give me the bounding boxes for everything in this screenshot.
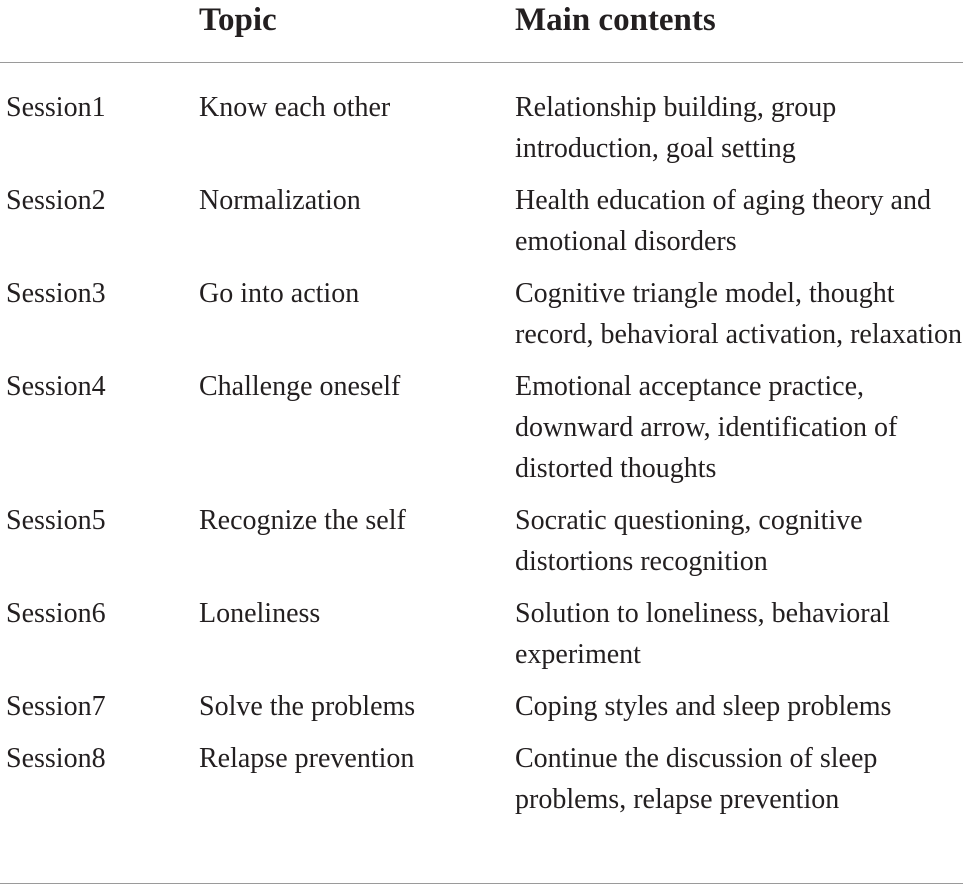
session-cell: Session3 [6,278,106,309]
table-row [0,738,968,820]
session-cell: Session7 [6,691,106,722]
topic-cell: Normalization [199,185,361,216]
table-row [0,500,968,582]
topic-cell: Relapse prevention [199,743,415,774]
topic-cell: Recognize the self [199,505,406,536]
contents-cell: Continue the discussion of sleep problems, relapse prevention [515,743,878,815]
contents-cell: Cognitive triangle model, thought record, behavioral activation, relaxation [515,278,963,350]
session-cell: Session5 [6,505,106,536]
topic-cell: Loneliness [199,598,321,629]
table-row [0,686,968,727]
table-header [0,0,968,62]
header-divider [0,62,963,63]
contents-cell: Solution to loneliness, behavioral experiment [515,598,890,670]
table-row [0,593,968,675]
topic-cell: Challenge oneself [199,371,401,402]
table-body [0,87,968,820]
table-row [0,273,968,355]
session-cell: Session4 [6,371,106,402]
contents-cell: Socratic questioning, cognitive distortions recognition [515,505,863,577]
topic-cell: Go into action [199,278,360,309]
contents-cell: Coping styles and sleep problems [515,691,892,722]
topic-cell: Know each other [199,92,391,123]
column-header-main-contents: Main contents [515,2,716,38]
topic-cell: Solve the problems [199,691,416,722]
table-bottom-rule [0,883,963,884]
contents-cell: Health education of aging theory and emotional disorders [515,185,931,257]
table-row [0,87,968,169]
table-row [0,366,968,489]
table-row [0,180,968,262]
session-cell: Session1 [6,92,106,123]
column-header-topic: Topic [199,2,277,38]
session-cell: Session2 [6,185,106,216]
session-cell: Session8 [6,743,106,774]
contents-cell: Relationship building, group introduction, goal setting [515,92,837,164]
session-cell: Session6 [6,598,106,629]
contents-cell: Emotional acceptance practice, downward arrow, identification of distorted thoughts [515,371,898,484]
